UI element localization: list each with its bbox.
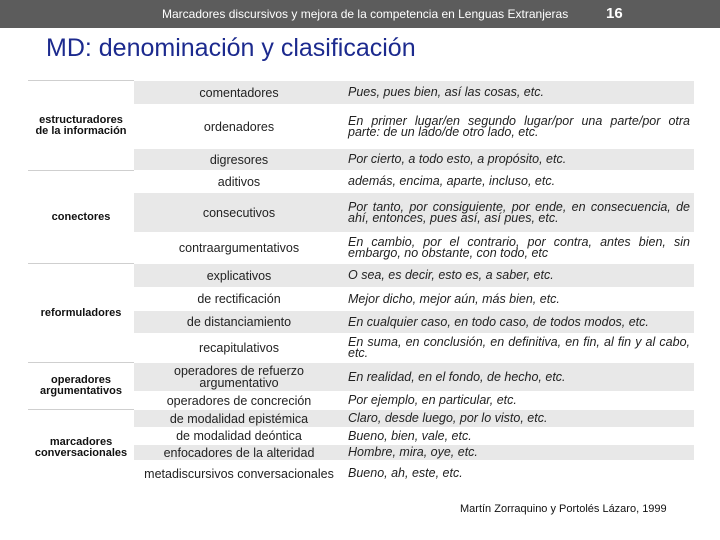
header-bar (0, 0, 720, 28)
page-number: 16 (606, 5, 623, 22)
category-conectores: conectores (28, 171, 134, 264)
example-cell: En cambio, por el contrario, por contra, antes bien, sin embargo, no obstante, con todo, etc (344, 233, 694, 264)
subcategory-cell: de modalidad epistémica (134, 410, 344, 428)
example-cell: Por ejemplo, en particular, etc. (344, 392, 694, 410)
subcategory-cell: metadiscursivos conversacionales (134, 461, 344, 487)
header-title: Marcadores discursivos y mejora de la competencia en Lenguas Extranjeras (162, 7, 569, 21)
table-row (28, 264, 694, 288)
table-row (28, 81, 694, 105)
category-reformuladores: reformuladores (28, 264, 134, 363)
example-cell: Por tanto, por consiguiente, por ende, en consecuencia, de ahí, entonces, pues así, así pues, etc. (344, 193, 694, 233)
example-cell: Mejor dicho, mejor aún, más bien, etc. (344, 288, 694, 311)
category-operadores: operadores argumentativos (28, 363, 134, 410)
subcategory-cell: digresores (134, 149, 344, 171)
table-row (28, 171, 694, 193)
example-cell: O sea, es decir, esto es, a saber, etc. (344, 264, 694, 288)
category-estructuradores: estructuradores de la información (28, 81, 134, 171)
subcategory-cell: de rectificación (134, 288, 344, 311)
subcategory-cell: recapitulativos (134, 334, 344, 363)
example-cell: En cualquier caso, en todo caso, de todos modos, etc. (344, 311, 694, 334)
example-cell: Pues, pues bien, así las cosas, etc. (344, 81, 694, 105)
slide-title: MD: denominación y clasificación (46, 34, 416, 62)
subcategory-cell: operadores de concreción (134, 392, 344, 410)
example-cell: además, encima, aparte, incluso, etc. (344, 171, 694, 193)
subcategory-cell: explicativos (134, 264, 344, 288)
example-cell: Hombre, mira, oye, etc. (344, 445, 694, 461)
subcategory-cell: comentadores (134, 81, 344, 105)
subcategory-cell: contraargumentativos (134, 233, 344, 264)
classification-table (28, 80, 694, 487)
example-cell: Bueno, bien, vale, etc. (344, 428, 694, 445)
example-cell: En realidad, en el fondo, de hecho, etc. (344, 363, 694, 392)
subcategory-cell: operadores de refuerzo argumentativo (134, 363, 344, 392)
source-credit: Martín Zorraquino y Portolés Lázaro, 1999 (460, 503, 667, 515)
example-cell: En primer lugar/en segundo lugar/por una parte/por otra parte: de un lado/de otro lado, etc. (344, 105, 694, 149)
table-row (28, 410, 694, 428)
category-marcadores-conversacionales: marcadores conversacionales (28, 410, 134, 487)
subcategory-cell: enfocadores de la alteridad (134, 445, 344, 461)
example-cell: En suma, en conclusión, en definitiva, en fin, al fin y al cabo, etc. (344, 334, 694, 363)
table-row (28, 363, 694, 392)
subcategory-cell: de modalidad deóntica (134, 428, 344, 445)
example-cell: Bueno, ah, este, etc. (344, 461, 694, 487)
subcategory-cell: ordenadores (134, 105, 344, 149)
subcategory-cell: aditivos (134, 171, 344, 193)
subcategory-cell: de distanciamiento (134, 311, 344, 334)
example-cell: Por cierto, a todo esto, a propósito, etc. (344, 149, 694, 171)
example-cell: Claro, desde luego, por lo visto, etc. (344, 410, 694, 428)
subcategory-cell: consecutivos (134, 193, 344, 233)
